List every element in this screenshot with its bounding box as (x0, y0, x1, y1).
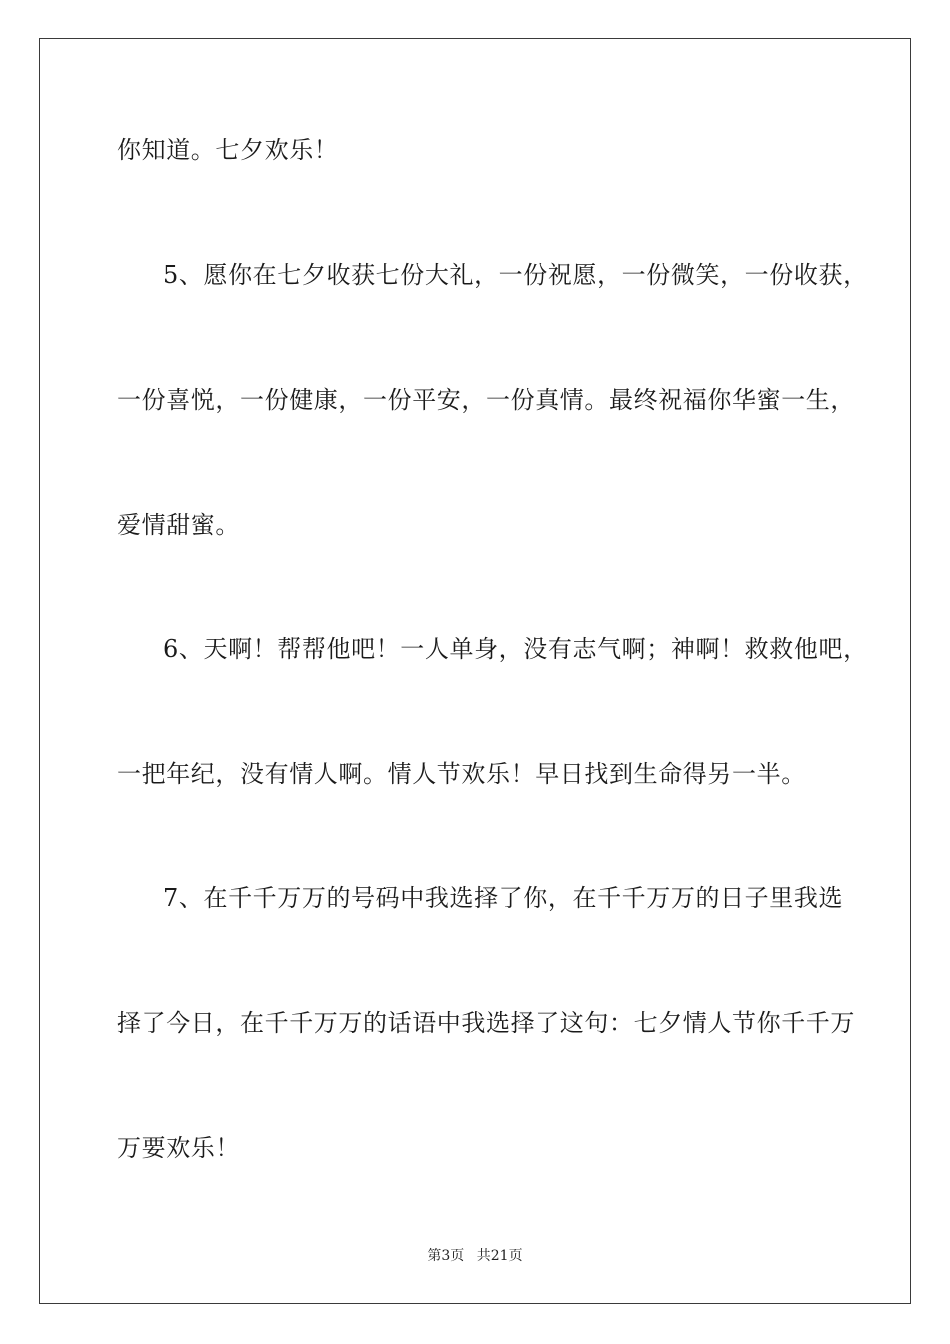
paragraph-line: 一把年纪，没有情人啊。情人节欢乐！早日找到生命得另一半。 (117, 760, 806, 788)
page-total: 共21页 (476, 1248, 523, 1264)
paragraph-line: 7、在千千万万的号码中我选择了你，在千千万万的日子里我选 (163, 884, 844, 912)
paragraph-line: 一份喜悦，一份健康，一份平安，一份真情。最终祝福你华蜜一生， (117, 386, 855, 414)
paragraph-line: 6、天啊！帮帮他吧！一人单身，没有志气啊；神啊！救救他吧， (163, 635, 868, 663)
paragraph-line: 爱情甜蜜。 (117, 511, 240, 539)
paragraph-line: 万要欢乐！ (117, 1134, 240, 1162)
paragraph-line: 5、愿你在七夕收获七份大礼，一份祝愿，一份微笑，一份收获， (163, 261, 868, 289)
page-border (39, 38, 911, 1304)
page-footer (0, 1246, 950, 1266)
page-number: 第3页 (427, 1248, 465, 1264)
paragraph-line: 择了今日，在千千万万的话语中我选择了这句：七夕情人节你千千万 (117, 1009, 855, 1037)
paragraph-line: 你知道。七夕欢乐！ (117, 136, 339, 164)
